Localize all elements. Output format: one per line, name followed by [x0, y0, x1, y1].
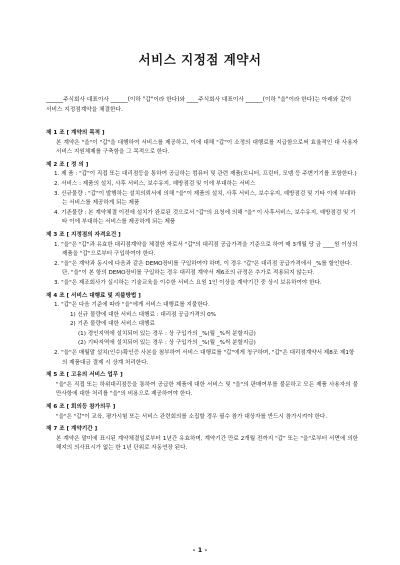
intro-paragraph: ______주식회사 대표이사 ______(이하 "갑"이라 한다)와 ____주식회사 대표이사 ______(이하 "을"이라 한다)는 아래와 같이 서비스 지정점계약을 체결한다.	[46, 97, 352, 113]
article-clause: 2. "을"은 매월말 설치(인수)확인증 사본을 첨부하여 서비스 대행료를 "갑"에게 청구하며, "갑"은 대리점계약서 제8조 제1항의 제품대금 결제 시 상계 처리한다.	[54, 350, 355, 366]
article-clause: "을"은 직접 또는 하위대리점등을 통하여 공급한 제품에 대한 서비스 및 "을"의 판매여부를 불문하고 모든 제품 사용자의 불만사항에 대한 처리를 "을"의 비용으로 제공하여야 한다.	[56, 381, 358, 398]
article-clause: 1. 제 품 : "갑"이 직접 또는 대리점등을 통하여 공급하는 컴퓨터 및 관련 제품(모니터, 프린터, 모뎀 등 주변기기를 포함한다.)	[54, 171, 357, 178]
contract-article	[46, 129, 358, 158]
contract-article	[46, 403, 358, 422]
contract-article	[46, 371, 358, 400]
contract-article	[46, 161, 358, 228]
article-clause: 본 계약은 "을"이 "갑"을 대행하여 서비스를 제공하고, 이에 대해 "갑"이 소정의 대행료를 지급함으로써 효율적인 대 사용자 서비스 지원체제를 구축함을 그 목적으로 한다.	[56, 139, 358, 156]
contract-article	[46, 292, 358, 369]
article-heading: 제 6 조 [ 회의등 참가의무 ]	[46, 404, 116, 411]
article-heading: 제 4 조 [ 서비스 대행료 및 지불방법 ]	[46, 292, 141, 299]
article-clause: 3. "을"은 제조회사가 실시하는 기술교육을 이수한 서비스 요원 1인 이상을 계약기간 중 상시 보유하여야 한다.	[54, 279, 322, 286]
article-clause: 1. "을"은 "갑"과 유효한 대리점계약을 체결한 자로서 "갑"의 대리점 공급가격을 기준으로 하여 매 3개월 당 금 ____원 이상의 제품을 "갑"으로부터 구입하여야 한다.	[54, 241, 358, 258]
article-clause: (2) 기타지역에 설치되어 있는 경우 : 상 구입가의 _%(월 _%씩 분할지급)	[78, 340, 256, 347]
article-clause: (1) 경인지역에 설치되어 있는 경우 : 상 구입가의 _%(월 _%씩 분할지급)	[78, 330, 256, 337]
article-clause: 1) 신규 물량에 대한 서비스 대행료 : 대리점 공급가격의 0%	[70, 311, 216, 318]
article-heading: 제 7 조 [ 계약기간 ]	[46, 426, 98, 433]
article-clause: 2) 기존 물량에 대한 서비스 대행료	[70, 321, 155, 328]
article-clause: 2. "을"은 계약과 동시에 다음과 같은 DEMO장비를 구입하여야 하며, 이 경우 "갑"은 대리점 공급가격에서 _%를 할인한다. 단, "을"이 본 항의 DEMO장비를 구입하는 경우 대리점 계약서 제6조의 규정은 추가로 적용되지 않는다.	[54, 260, 352, 277]
article-clause: 3. 신규물량 : "갑"이 발행하는 설치의뢰서에 의해 "을"이 제품의 설치, 사후 서비스, 보수유지, 예방점검 및 기타 이에 부대하는 서비스를 제공하게 되는 제품	[54, 190, 356, 207]
article-heading: 제 1 조 [ 계약의 목적 ]	[46, 130, 105, 136]
article-clause: 4. 기존물량 : 본 계약체결 이전에 설치가 완료된 것으로서 "갑"의 요청에 의해 "을" 이 사후서비스, 보수유지, 예방점검 및 기타 이에 부대하는 서비스를 제공하게 되는 제품	[54, 209, 356, 226]
article-heading: 제 3 조 [ 지정점의 자격요건 ]	[46, 231, 121, 238]
contract-article	[46, 231, 358, 289]
contract-body	[46, 126, 358, 454]
article-clause: 1. "갑"은 다음 기준에 따라 "을"에게 서비스 대행료를 지불한다.	[54, 302, 210, 309]
article-clause: 본 계약은 말미에 표시된 계약체결일로부터 1년간 유효하며, 계약기간 만료 2개월 전까지 "갑" 또는 "을"로부터 서면에 의한 해지의 의사표시가 없는 한 1년 단위로 자동연장 된다.	[56, 435, 358, 452]
document-title: 서비스 지정점 계약서	[138, 52, 262, 67]
article-heading: 제 2 조 [ 정 의 ]	[46, 161, 89, 168]
page-number: - 1 -	[192, 546, 208, 554]
article-clause: "을"은 "갑"이 교육, 평가시험 또는 서비스 관련회의를 소집할 경우 필수 참가 대상자를 반드시 참가시켜야 한다.	[56, 413, 328, 420]
article-heading: 제 5 조 [ 고유의 서비스 업무 ]	[46, 372, 123, 379]
article-clause: 2. 서비스 : 제품의 설치, 사후 서비스, 보수유지, 예방점검 및 이에 부대하는 서비스	[54, 180, 256, 187]
contract-article	[46, 425, 358, 454]
